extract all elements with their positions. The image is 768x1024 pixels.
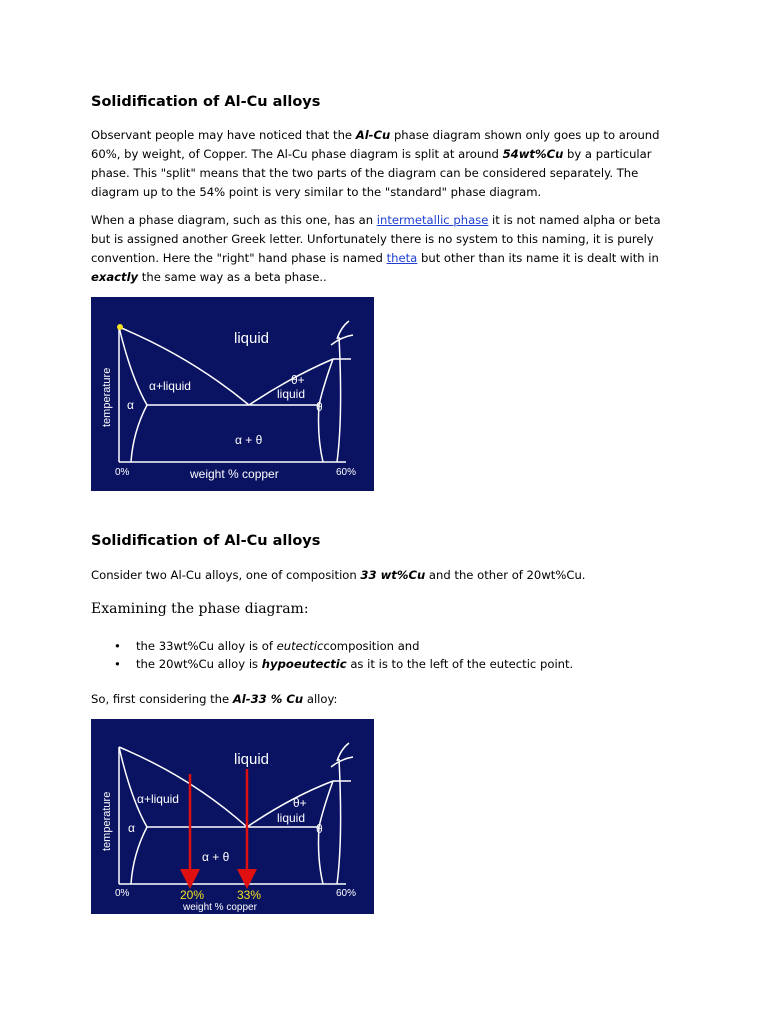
text: alloy: — [303, 692, 338, 706]
label-theta-liquid-1: θ+ — [291, 373, 305, 387]
solidus-alpha — [119, 327, 147, 405]
text: the 33wt%Cu alloy is of — [136, 639, 277, 653]
label-theta-liquid-2: liquid — [277, 811, 306, 825]
x-tick-60: 60% — [336, 467, 357, 478]
x-axis-label: weight % copper — [183, 902, 257, 913]
solvus-alpha — [131, 827, 147, 884]
phase-diagram-figure-with-alloys — [91, 719, 374, 914]
text: by a particular phase. This "split" means that the two parts of the diagram can be considered separately. The diagram up to the 54% point is very similar to the "standard" phase diagram. — [91, 147, 652, 199]
intermetallic-phase-link[interactable]: intermetallic phase — [376, 213, 489, 227]
label-alpha: α — [127, 398, 134, 412]
y-axis-label: temperature — [101, 367, 113, 427]
label-theta-liquid-2: liquid — [277, 387, 306, 401]
phase-diagram-alloys — [91, 719, 374, 914]
liquidus-left — [119, 327, 249, 405]
emphasis: hypoeutectic — [261, 657, 347, 671]
theta-link[interactable]: theta — [386, 251, 418, 265]
solvus-alpha — [131, 405, 147, 462]
paragraph — [91, 126, 683, 202]
phase-diagram — [91, 297, 374, 491]
label-alpha-liquid: α+liquid — [137, 792, 179, 806]
melting-point-marker — [117, 324, 123, 330]
text: When a phase diagram, such as this one, has an — [91, 213, 377, 227]
emphasis: exactly — [91, 270, 139, 284]
text: composition and — [323, 639, 420, 653]
phase-diagram-figure — [91, 297, 374, 491]
text: as it is to the left of the eutectic point. — [346, 657, 574, 671]
text: but other than its name it is dealt with in — [417, 251, 659, 265]
label-liquid: liquid — [234, 751, 270, 768]
paragraph — [91, 566, 683, 585]
label-theta-liquid-1: θ+ — [293, 796, 307, 810]
text: and the other of 20wt%Cu. — [425, 568, 586, 582]
y-axis-label: temperature — [101, 791, 113, 851]
top-right-line-2 — [331, 757, 353, 767]
emphasis: 54wt%Cu — [502, 147, 564, 161]
top-right-line-2 — [331, 335, 353, 345]
paragraph — [91, 211, 683, 287]
x-tick-0: 0% — [115, 888, 130, 899]
emphasis: Al-Cu — [355, 128, 391, 142]
text: the 20wt%Cu alloy is — [136, 657, 262, 671]
x-axis-label: weight % copper — [190, 467, 279, 481]
label-alpha: α — [128, 821, 135, 835]
text: phase diagram shown only goes up to around 60%, by weight, of Copper. The Al-Cu phase diagram is split at around — [91, 128, 660, 161]
list-item — [91, 637, 691, 655]
text: it is not named alpha or beta but is assigned another Greek letter. Unfortunately there is no system to this naming, it is purely convention. Here the "right" hand phase is named — [91, 213, 661, 265]
section-title: Solidification of Al-Cu alloys — [91, 533, 321, 549]
paragraph: Examining the phase diagram: — [91, 601, 309, 617]
mark-20-percent: 20% — [180, 888, 205, 902]
x-tick-0: 0% — [115, 467, 130, 478]
emphasis: Al-33 % Cu — [232, 692, 304, 706]
text: the same way as a beta phase.. — [138, 270, 327, 284]
theta-right — [337, 337, 341, 462]
theta-right — [337, 759, 341, 884]
label-alpha-theta: α + θ — [235, 433, 263, 447]
label-liquid: liquid — [234, 330, 270, 347]
liquidus-left — [119, 747, 247, 827]
bullet-list — [91, 637, 691, 673]
solidus-alpha — [119, 747, 147, 827]
emphasis: eutectic — [276, 639, 324, 653]
mark-33-percent: 33% — [237, 888, 262, 902]
paragraph — [91, 690, 683, 709]
text: Observant people may have noticed that the — [91, 128, 356, 142]
x-tick-60: 60% — [336, 888, 357, 899]
emphasis: 33 wt%Cu — [360, 568, 426, 582]
label-alpha-theta: α + θ — [202, 850, 230, 864]
text: So, first considering the — [91, 692, 233, 706]
label-theta: θ — [316, 822, 323, 836]
label-theta: θ — [316, 400, 323, 414]
label-alpha-liquid: α+liquid — [149, 379, 191, 393]
text: Consider two Al-Cu alloys, one of composition — [91, 568, 361, 582]
list-item — [91, 655, 691, 673]
section-title: Solidification of Al-Cu alloys — [91, 94, 321, 110]
